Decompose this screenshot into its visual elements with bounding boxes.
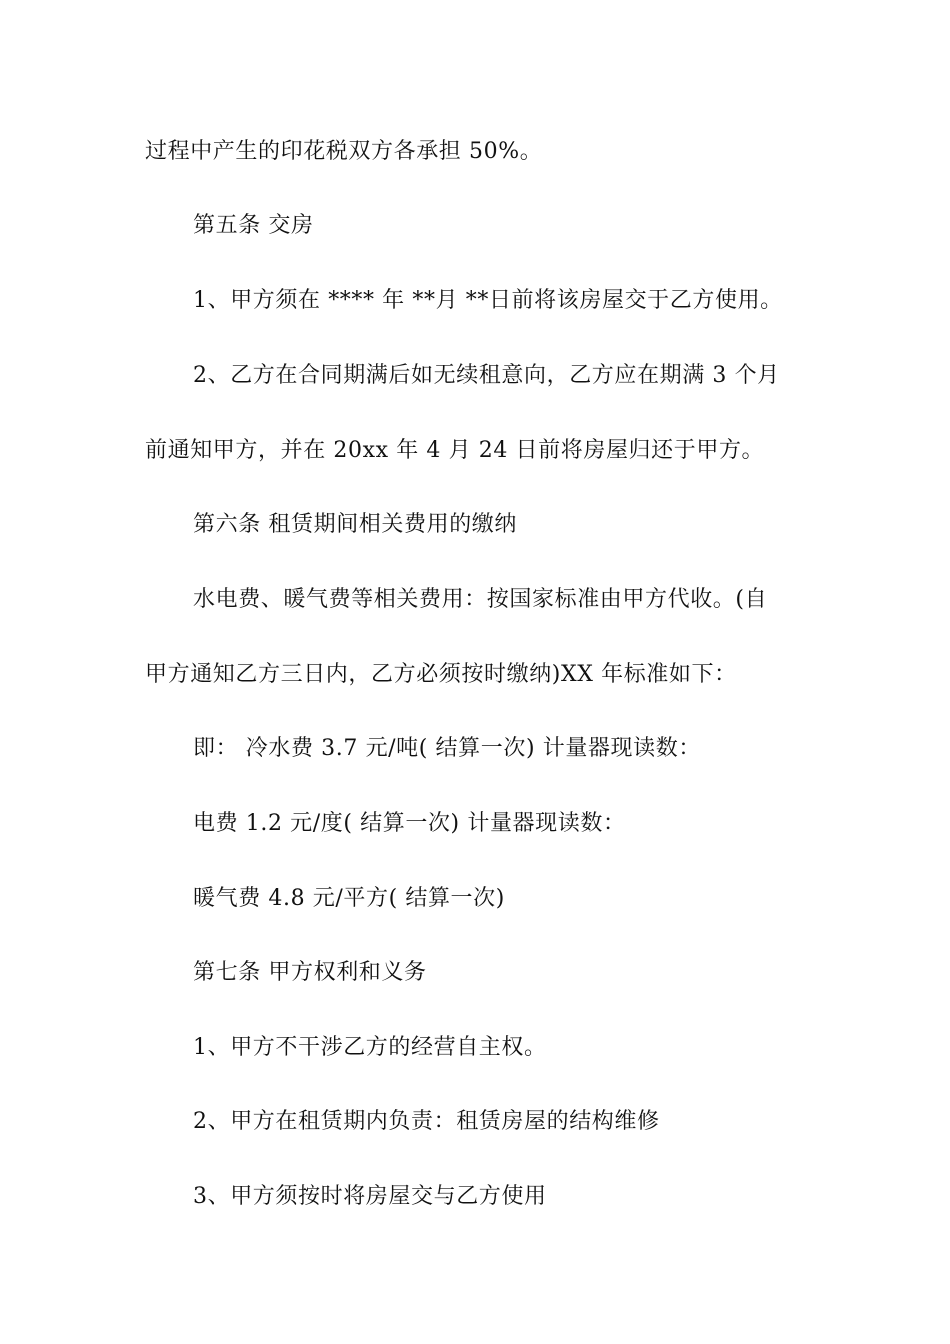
heading-article-6: 第六条 租赁期间相关费用的缴纳 xyxy=(193,512,517,537)
paragraph-line-water-fee: 即： 冷水费 3.7 元/吨( 结算一次) 计量器现读数： xyxy=(193,736,701,761)
paragraph-line-stamp-tax: 过程中产生的印花税双方各承担 50%。 xyxy=(145,139,543,164)
paragraph-line-electric-fee: 电费 1.2 元/度( 结算一次) 计量器现读数： xyxy=(193,811,626,836)
list-item-landlord-2: 2、甲方在租赁期内负责：租赁房屋的结构维修 xyxy=(193,1109,660,1134)
heading-article-7: 第七条 甲方权利和义务 xyxy=(193,960,427,985)
list-item-landlord-3: 3、甲方须按时将房屋交与乙方使用 xyxy=(193,1184,547,1209)
paragraph-line-payment-deadline: 甲方通知乙方三日内，乙方必须按时缴纳)XX 年标准如下： xyxy=(145,662,737,687)
paragraph-line-renewal-notice: 2、乙方在合同期满后如无续租意向，乙方应在期满 3 个月 xyxy=(193,363,780,388)
paragraph-line-handover-date: 1、甲方须在 **** 年 **月 **日前将该房屋交于乙方使用。 xyxy=(193,288,783,313)
heading-article-5: 第五条 交房 xyxy=(193,213,314,238)
list-item-landlord-1: 1、甲方不干涉乙方的经营自主权。 xyxy=(193,1035,547,1060)
paragraph-line-heating-fee: 暖气费 4.8 元/平方( 结算一次) xyxy=(193,886,505,911)
paragraph-line-utility-fees: 水电费、暖气费等相关费用：按国家标准由甲方代收。(自 xyxy=(193,587,768,612)
paragraph-line-return-date: 前通知甲方，并在 20xx 年 4 月 24 日前将房屋归还于甲方。 xyxy=(145,438,765,463)
